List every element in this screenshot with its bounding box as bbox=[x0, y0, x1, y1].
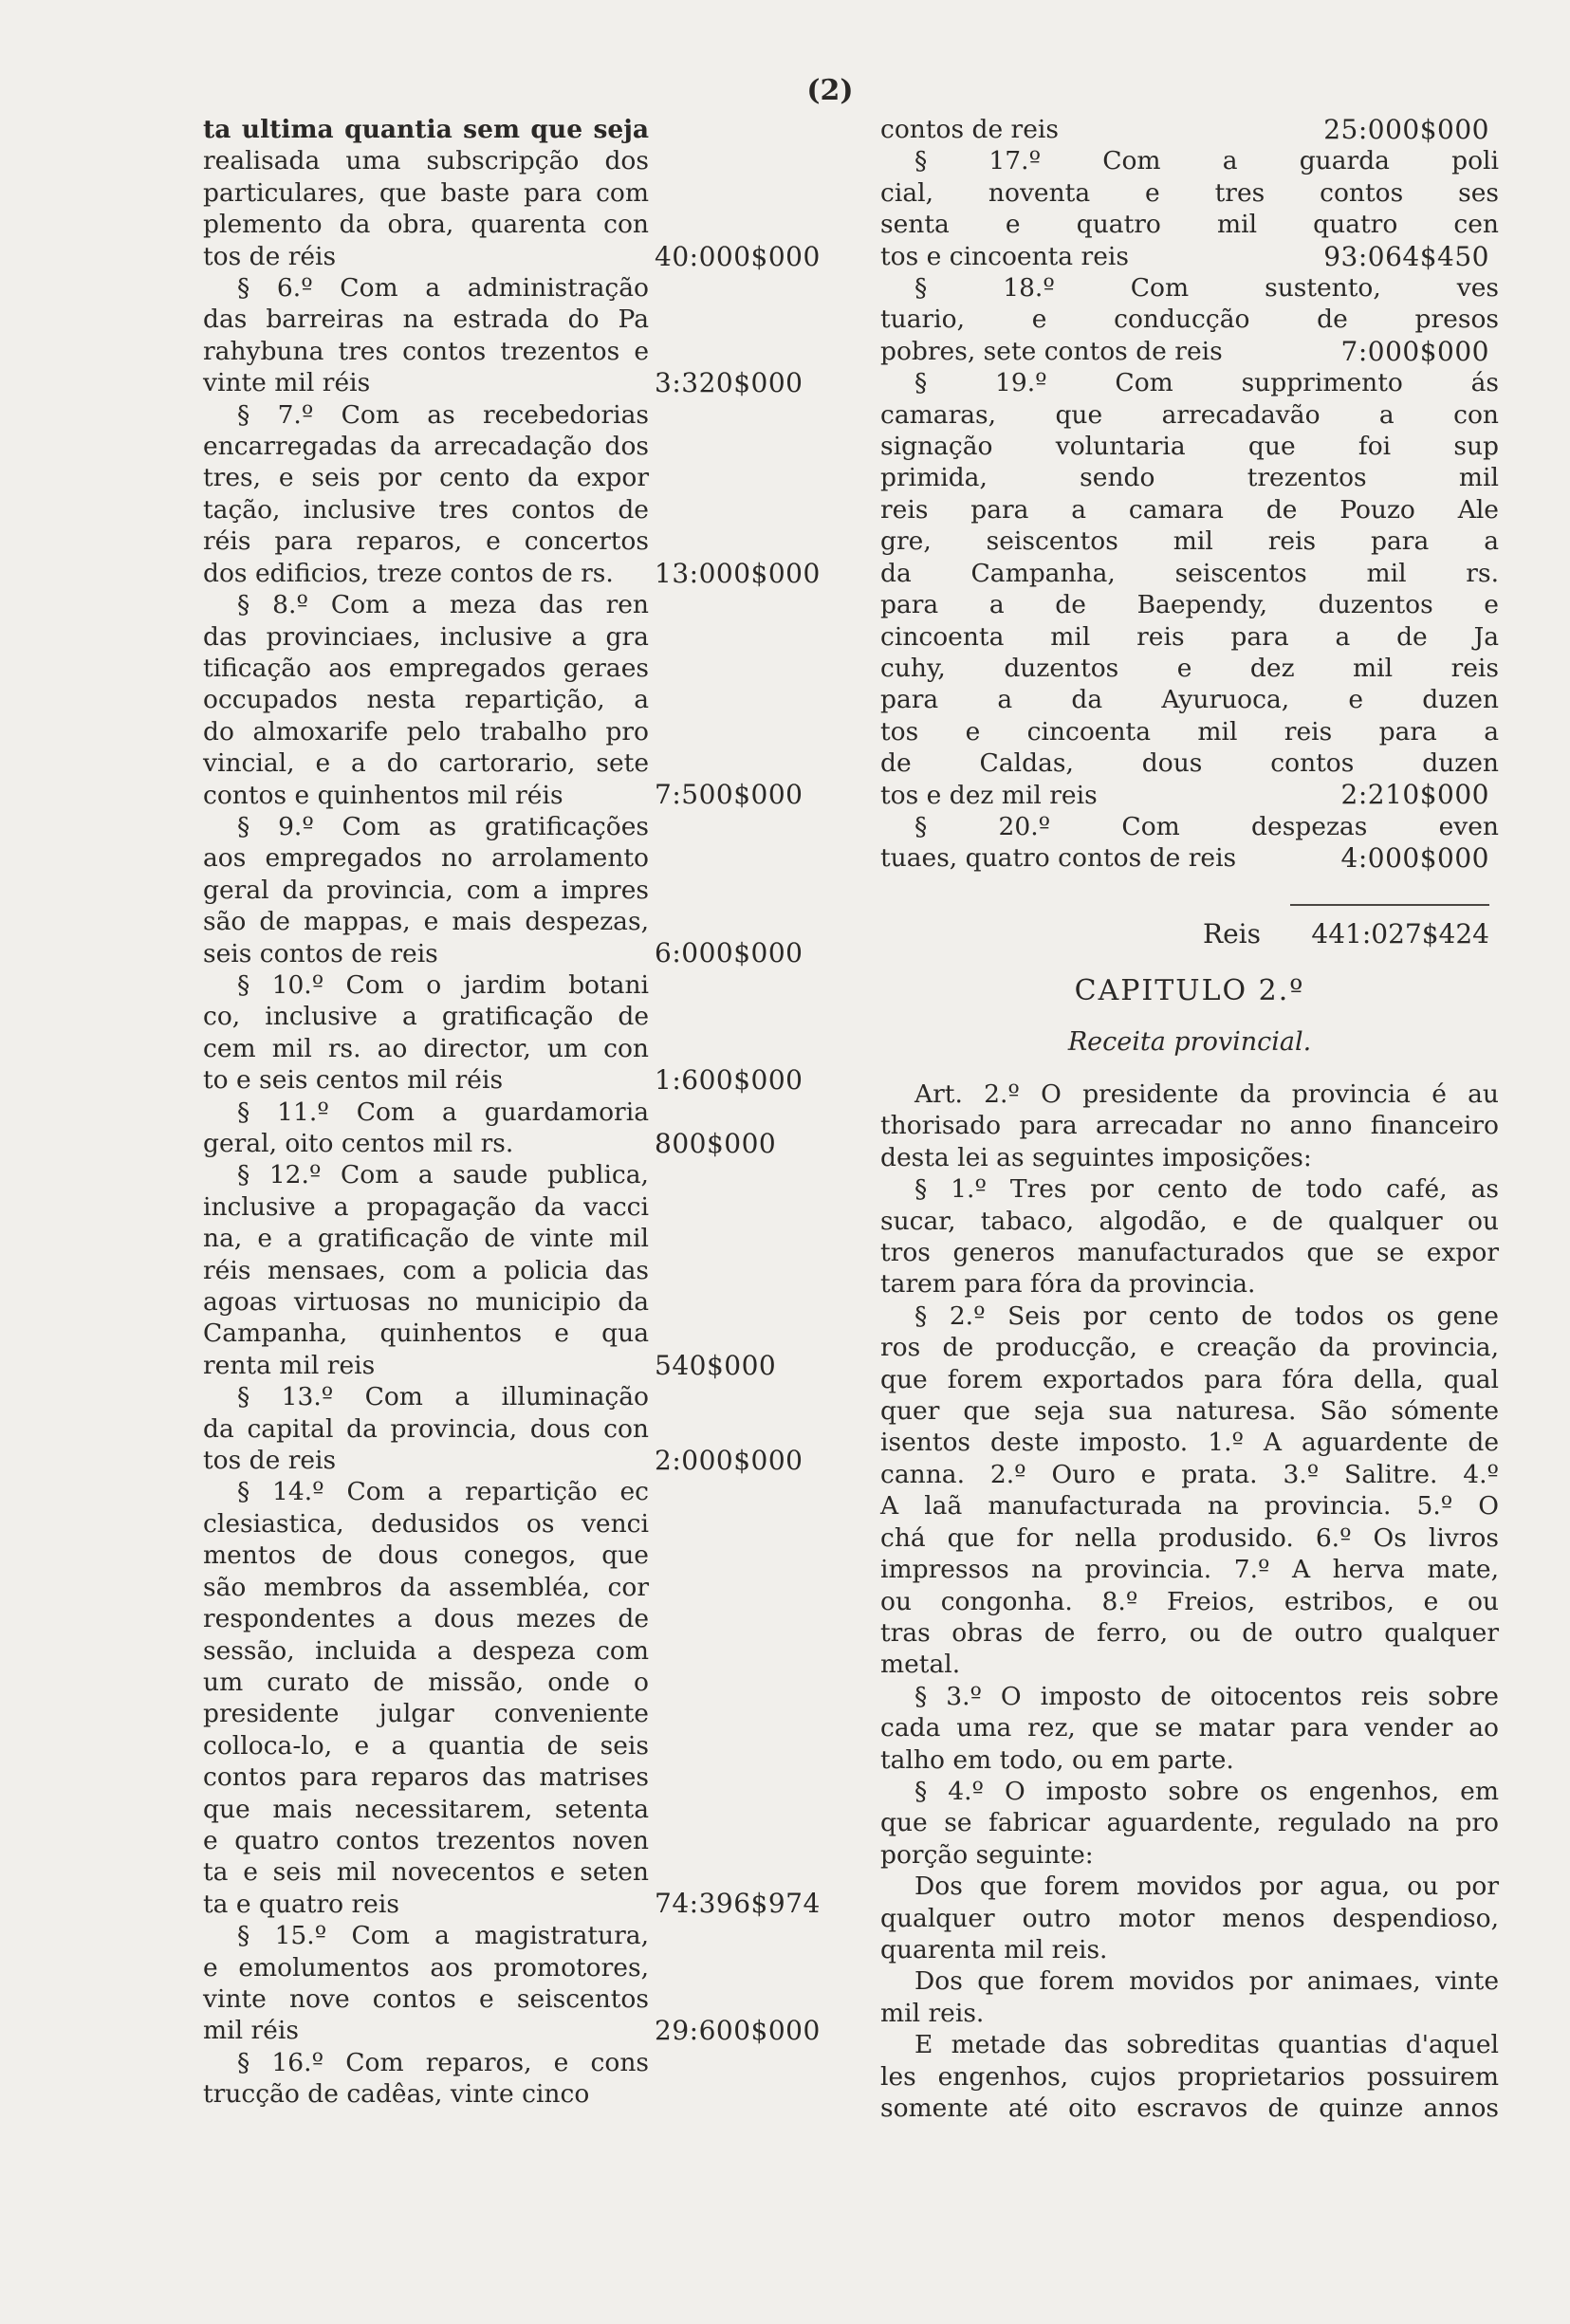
right-column-line: tos e dez mil reis bbox=[880, 780, 1098, 810]
left-column-amount: 1:600$000 bbox=[655, 1064, 803, 1096]
left-column-line: e quatro contos trezentos noven bbox=[203, 1825, 649, 1855]
article-line: § 1.º Tres por cento de todo café, as bbox=[914, 1174, 1499, 1205]
right-column-line: de Caldas, dous contos duzen bbox=[880, 748, 1499, 779]
chapter-subtitle: Receita provincial. bbox=[1067, 1027, 1312, 1057]
article-line: tros generos manufacturados que se expor bbox=[880, 1238, 1499, 1268]
article-column bbox=[880, 1079, 1499, 2124]
left-column-line: vinte mil réis bbox=[203, 368, 371, 398]
left-column-amount: 74:396$974 bbox=[655, 1888, 821, 1920]
right-column-line: da Campanha, seiscentos mil rs. bbox=[880, 558, 1499, 588]
left-column bbox=[203, 114, 649, 2111]
left-column-line: § 14.º Com a repartição ec bbox=[237, 1477, 649, 1507]
right-column-line: pobres, sete contos de reis bbox=[880, 336, 1223, 366]
total-value: 441:027$424 bbox=[1311, 918, 1489, 950]
left-column-line: réis para reparos, e concertos bbox=[203, 526, 649, 557]
left-column-line: da capital da provincia, dous con bbox=[203, 1413, 649, 1444]
right-column-line: § 19.º Com supprimento ás bbox=[914, 368, 1499, 398]
right-column-line: contos de reis bbox=[880, 115, 1059, 144]
right-column-line: § 17.º Com a guarda poli bbox=[914, 146, 1499, 176]
article-line: somente até oito escravos de quinze annos bbox=[880, 2093, 1499, 2123]
left-column-amount: 2:000$000 bbox=[655, 1444, 803, 1476]
right-column-amount: 4:000$000 bbox=[1340, 842, 1489, 875]
article-line: Dos que forem movidos por animaes, vinte bbox=[914, 1966, 1499, 1997]
left-column-line: do almoxarife pelo trabalho pro bbox=[203, 716, 649, 747]
article-line: cada uma rez, que se matar para vender ao bbox=[880, 1713, 1499, 1743]
left-column-line: mentos de dous conegos, que bbox=[203, 1540, 649, 1571]
right-column-line: para a de Baependy, duzentos e bbox=[880, 590, 1499, 620]
left-column-line: um curato de missão, onde o bbox=[203, 1667, 649, 1697]
article-line: que forem exportados para fóra della, qual bbox=[880, 1364, 1499, 1394]
left-column-line: das provinciaes, inclusive a gra bbox=[203, 621, 649, 652]
article-line: qualquer outro motor menos despendioso, bbox=[880, 1903, 1499, 1933]
left-column-line: tação, inclusive tres contos de bbox=[203, 494, 649, 525]
left-column-line: realisada uma subscripção dos bbox=[203, 146, 649, 176]
left-column-line: ta e quatro reis bbox=[203, 1889, 399, 1919]
right-column-line: reis para a camara de Pouzo Ale bbox=[880, 494, 1499, 525]
left-column-amount: 6:000$000 bbox=[655, 937, 803, 969]
left-column-line: são de mappas, e mais despezas, bbox=[203, 907, 649, 937]
total-label: Reis bbox=[1203, 918, 1261, 950]
left-column-line: tres, e seis por cento da expor bbox=[203, 463, 649, 493]
left-column-line: sessão, incluida a despeza com bbox=[203, 1635, 649, 1666]
left-column-line: das barreiras na estrada do Pa bbox=[203, 304, 649, 335]
article-line: tarem para fóra da provincia. bbox=[880, 1269, 1256, 1300]
left-column-line: co, inclusive a gratificação de bbox=[203, 1002, 649, 1032]
left-column-line: occupados nesta repartição, a bbox=[203, 685, 649, 715]
right-column-line: signação voluntaria que foi sup bbox=[880, 432, 1499, 462]
right-column-line: senta e quatro mil quatro cen bbox=[880, 210, 1499, 240]
total-rule bbox=[1290, 904, 1489, 906]
left-column-amount: 29:600$000 bbox=[655, 2015, 821, 2046]
left-column-line: § 16.º Com reparos, e cons bbox=[237, 2047, 649, 2077]
article-line: thorisado para arrecadar no anno financeiro bbox=[880, 1111, 1499, 1141]
left-column-amount: 7:500$000 bbox=[655, 779, 803, 811]
right-column-amount: 2:210$000 bbox=[1340, 779, 1489, 811]
article-line: canna. 2.º Ouro e prata. 3.º Salitre. 4.º bbox=[880, 1459, 1499, 1489]
article-line: quer que seja sua naturesa. São sómente bbox=[880, 1396, 1499, 1427]
left-column-line: § 10.º Com o jardim botani bbox=[237, 969, 649, 1000]
article-line: isentos deste imposto. 1.º A aguardente de bbox=[880, 1428, 1499, 1458]
left-column-amount: 40:000$000 bbox=[655, 240, 821, 272]
right-column-line: tuaes, quatro contos de reis bbox=[880, 843, 1237, 874]
article-line: Dos que forem movidos por agua, ou por bbox=[914, 1872, 1499, 1902]
left-column-line: tos de réis bbox=[203, 241, 337, 271]
article-line: mil reis. bbox=[880, 1998, 985, 2028]
left-column-line: plemento da obra, quarenta con bbox=[203, 210, 649, 240]
left-column-line: § 8.º Com a meza das ren bbox=[237, 590, 649, 620]
right-column-line: tos e cincoenta mil reis para a bbox=[880, 716, 1499, 747]
left-column-line: na, e a gratificação de vinte mil bbox=[203, 1224, 649, 1254]
left-column-line: presidente julgar conveniente bbox=[203, 1699, 649, 1729]
left-column-line: ta ultima quantia sem que seja bbox=[203, 115, 649, 144]
left-column-line: particulares, que baste para com bbox=[203, 177, 649, 208]
article-line: tras obras de ferro, ou de outro qualquer bbox=[880, 1617, 1499, 1648]
left-column-line: seis contos de reis bbox=[203, 938, 438, 968]
left-column-line: rahybuna tres contos trezentos e bbox=[203, 336, 649, 366]
right-column-line: cial, noventa e tres contos ses bbox=[880, 177, 1499, 208]
left-column-line: renta mil reis bbox=[203, 1350, 376, 1380]
article-line: talho em todo, ou em parte. bbox=[880, 1744, 1234, 1775]
left-column-line: vinte nove contos e seiscentos bbox=[203, 1983, 649, 2014]
article-line: que se fabricar aguardente, regulado na pro bbox=[880, 1808, 1499, 1838]
right-column-line: § 18.º Com sustento, ves bbox=[914, 273, 1499, 304]
article-line: desta lei as seguintes imposições: bbox=[880, 1142, 1312, 1172]
left-column-line: trucção de cadêas, vinte cinco bbox=[203, 2079, 590, 2110]
left-column-line: aos empregados no arrolamento bbox=[203, 843, 649, 874]
left-column-line: cem mil rs. ao director, um con bbox=[203, 1033, 649, 1063]
left-column-line: mil réis bbox=[203, 2016, 299, 2046]
article-line: § 3.º O imposto de oitocentos reis sobre bbox=[914, 1681, 1499, 1711]
article-line: chá que for nella produsido. 6.º Os livros bbox=[880, 1522, 1499, 1553]
left-column-line: vincial, e a do cartorario, sete bbox=[203, 748, 649, 779]
right-column-amount: 25:000$000 bbox=[1323, 114, 1489, 145]
right-column-line: cincoenta mil reis para a de Ja bbox=[880, 621, 1499, 652]
right-column-line: para a da Ayuruoca, e duzen bbox=[880, 685, 1499, 715]
left-column-line: Campanha, quinhentos e qua bbox=[203, 1319, 649, 1349]
left-column-line: encarregadas da arrecadação dos bbox=[203, 432, 649, 462]
right-column-line: § 20.º Com despezas even bbox=[914, 811, 1499, 841]
article-line: metal. bbox=[880, 1650, 961, 1680]
article-line: § 2.º Seis por cento de todos os gene bbox=[914, 1300, 1499, 1331]
right-column-line: primida, sendo trezentos mil bbox=[880, 463, 1499, 493]
left-column-line: § 13.º Com a illuminação bbox=[237, 1382, 649, 1412]
article-line: les engenhos, cujos proprietarios possuirem bbox=[880, 2061, 1499, 2092]
right-column-amount: 7:000$000 bbox=[1340, 335, 1489, 367]
left-column-line: respondentes a dous mezes de bbox=[203, 1604, 649, 1634]
chapter-title: CAPITULO 2.º bbox=[1074, 974, 1305, 1007]
right-column-line: camaras, que arrecadavão a con bbox=[880, 399, 1499, 430]
article-line: impressos na provincia. 7.º A herva mate, bbox=[880, 1555, 1499, 1585]
left-column-line: geral da provincia, com a impres bbox=[203, 875, 649, 905]
left-column-line: § 12.º Com a saude publica, bbox=[237, 1160, 649, 1190]
right-column-line: tuario, e conducção de presos bbox=[880, 304, 1499, 335]
left-column-line: são membros da assembléa, cor bbox=[203, 1572, 649, 1602]
article-line: § 4.º O imposto sobre os engenhos, em bbox=[914, 1776, 1499, 1806]
article-line: A laã manufacturada na provincia. 5.º O bbox=[880, 1491, 1499, 1522]
right-column-line: gre, seiscentos mil reis para a bbox=[880, 526, 1499, 557]
right-column-amount: 93:064$450 bbox=[1323, 240, 1489, 272]
left-column-line: § 15.º Com a magistratura, bbox=[237, 1921, 649, 1951]
left-column-amount: 800$000 bbox=[655, 1127, 777, 1159]
left-column-line: contos e quinhentos mil réis bbox=[203, 780, 563, 810]
left-column-line: réis mensaes, com a policia das bbox=[203, 1255, 649, 1285]
right-column-line: tos e cincoenta reis bbox=[880, 241, 1129, 271]
left-column-line: contos para reparos das matrises bbox=[203, 1762, 649, 1793]
left-column-line: e emolumentos aos promotores, bbox=[203, 1952, 649, 1983]
left-column-line: geral, oito centos mil rs. bbox=[203, 1129, 514, 1158]
left-column-line: ta e seis mil novecentos e seten bbox=[203, 1857, 649, 1888]
article-line: Art. 2.º O presidente da provincia é au bbox=[914, 1079, 1499, 1109]
left-column-line: colloca-lo, e a quantia de seis bbox=[203, 1730, 649, 1761]
left-column-line: to e seis centos mil réis bbox=[203, 1065, 504, 1096]
article-line: sucar, tabaco, algodão, e de qualquer ou bbox=[880, 1206, 1499, 1236]
left-column-amount: 13:000$000 bbox=[655, 557, 821, 589]
page-number: (2) bbox=[806, 74, 854, 107]
left-column-line: clesiastica, dedusidos os venci bbox=[203, 1508, 649, 1539]
right-column-line: cuhy, duzentos e dez mil reis bbox=[880, 653, 1499, 683]
article-line: ou congonha. 8.º Freios, estribos, e ou bbox=[880, 1586, 1499, 1616]
left-column-line: § 11.º Com a guardamoria bbox=[237, 1097, 649, 1127]
left-column-line: § 9.º Com as gratificações bbox=[237, 811, 649, 841]
article-line: ros de producção, e creação da provincia, bbox=[880, 1333, 1499, 1363]
left-column-amount: 3:320$000 bbox=[655, 367, 803, 399]
left-column-line: § 7.º Com as recebedorias bbox=[237, 399, 649, 430]
article-line: E metade das sobreditas quantias d'aquel bbox=[914, 2030, 1499, 2060]
left-column-line: tificação aos empregados geraes bbox=[203, 653, 649, 683]
article-line: quarenta mil reis. bbox=[880, 1934, 1108, 1964]
left-column-amount: 540$000 bbox=[655, 1349, 777, 1381]
left-column-line: agoas virtuosas no municipio da bbox=[203, 1287, 649, 1318]
article-line: porção seguinte: bbox=[880, 1839, 1094, 1870]
left-column-line: inclusive a propagação da vacci bbox=[203, 1191, 649, 1222]
left-column-line: § 6.º Com a administração bbox=[237, 273, 649, 304]
right-column bbox=[880, 114, 1499, 875]
left-column-line: que mais necessitarem, setenta bbox=[203, 1794, 649, 1824]
left-column-line: dos edificios, treze contos de rs. bbox=[203, 558, 614, 588]
left-column-line: tos de reis bbox=[203, 1446, 337, 1476]
